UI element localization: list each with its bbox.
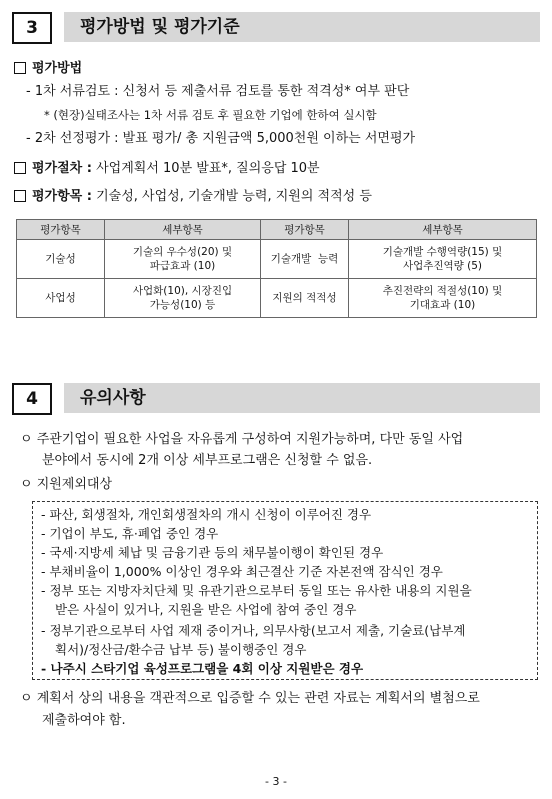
table-cell: 기술개발 수행역량(15) 및 사업추진역량 (5) xyxy=(349,240,537,279)
exclusion-item: - 국세·지방세 체납 및 금융기관 등의 채무불이행이 확인된 경우 xyxy=(41,545,384,560)
method-line-2: - 2차 선정평가 : 발표 평가/ 총 지원금액 5,000천원 이하는 서면평가 xyxy=(26,131,416,146)
exclusion-item: - 파산, 회생절차, 개인회생절차의 개시 신청이 이루어진 경우 xyxy=(41,507,372,522)
exclusion-item-continued: 획서)/정산금/환수금 납부 등) 불이행중인 경우 xyxy=(55,642,307,657)
items-row xyxy=(14,188,372,206)
table-cell: 지원의 적적성 xyxy=(261,279,349,318)
page-number: - 3 - xyxy=(265,775,287,788)
table-cell: 기술의 우수성(20) 및 파급효과 (10) xyxy=(105,240,261,279)
table-header: 평가항목 xyxy=(261,220,349,240)
procedure-row xyxy=(14,160,320,178)
table-row xyxy=(17,240,537,279)
procedure-label: 평가절차 : xyxy=(32,161,92,176)
section-4-header xyxy=(12,383,540,413)
exclusion-item: - 정부기관으로부터 사업 제재 중이거나, 의무사항(보고서 제출, 기술료(납부계 xyxy=(41,623,466,638)
notice-bullet-2: ㅇ 지원제외대상 xyxy=(20,477,113,492)
table-header: 평가항목 xyxy=(17,220,105,240)
table-cell: 추진전략의 적절성(10) 및 기대효과 (10) xyxy=(349,279,537,318)
exclusion-item: - 기업이 부도, 휴·폐업 중인 경우 xyxy=(41,526,219,541)
section-4-title: 유의사항 xyxy=(80,388,146,408)
exclusion-item-emphasized: - 나주시 스타기업 육성프로그램을 4회 이상 지원받은 경우 xyxy=(41,661,364,676)
checkbox-square-icon xyxy=(14,162,26,174)
table-header: 세부항목 xyxy=(105,220,261,240)
method-heading: 평가방법 xyxy=(32,61,83,76)
section-4-number: 4 xyxy=(12,383,52,415)
exclusion-item: - 부채비율이 1,000% 이상인 경우와 최근결산 기준 자본전액 잠식인 경우 xyxy=(41,564,443,579)
method-note: * (현장)실태조사는 1차 서류 검토 후 필요한 기업에 한하여 실시함 xyxy=(44,108,377,122)
exclusion-list-box xyxy=(32,501,538,680)
checkbox-square-icon xyxy=(14,62,26,74)
items-label: 평가항목 : xyxy=(32,189,92,204)
table-cell: 기술개발 능력 xyxy=(261,240,349,279)
table-row xyxy=(17,279,537,318)
section-3-number: 3 xyxy=(12,12,52,44)
procedure-text: 사업계획서 10분 발표*, 질의응답 10분 xyxy=(96,161,320,176)
section-3-title: 평가방법 및 평가기준 xyxy=(80,17,240,37)
exclusion-item-continued: 받은 사실이 있거나, 지원을 받은 사업에 참여 중인 경우 xyxy=(55,602,357,617)
notice-bullet-3-line-1: ㅇ 계획서 상의 내용을 객관적으로 입증할 수 있는 관련 자료는 계획서의 별첨으로 xyxy=(20,691,480,706)
notice-bullet-1-line-1: ㅇ 주관기업이 필요한 사업을 자유롭게 구성하여 지원가능하며, 다만 동일 사업 xyxy=(20,432,464,447)
table-cell: 사업화(10), 시장진입 가능성(10) 등 xyxy=(105,279,261,318)
notice-bullet-3-line-2: 제출하여야 함. xyxy=(42,713,126,728)
exclusion-item: - 정부 또는 지방자치단체 및 유관기관으로부터 동일 또는 유사한 내용의 지원을 xyxy=(41,583,472,598)
table-header: 세부항목 xyxy=(349,220,537,240)
table-cell: 사업성 xyxy=(17,279,105,318)
table-header-row xyxy=(17,220,537,240)
method-heading-row xyxy=(14,60,82,78)
checkbox-square-icon xyxy=(14,190,26,202)
notice-bullet-1-line-2: 분야에서 동시에 2개 이상 세부프로그램은 신청할 수 없음. xyxy=(42,453,373,468)
evaluation-table xyxy=(16,219,537,318)
method-line-1: - 1차 서류검토 : 신청서 등 제출서류 검토를 통한 적격성* 여부 판단 xyxy=(26,84,410,99)
section-3-header xyxy=(12,12,540,42)
table-cell: 기술성 xyxy=(17,240,105,279)
items-text: 기술성, 사업성, 기술개발 능력, 지원의 적적성 등 xyxy=(96,189,372,204)
